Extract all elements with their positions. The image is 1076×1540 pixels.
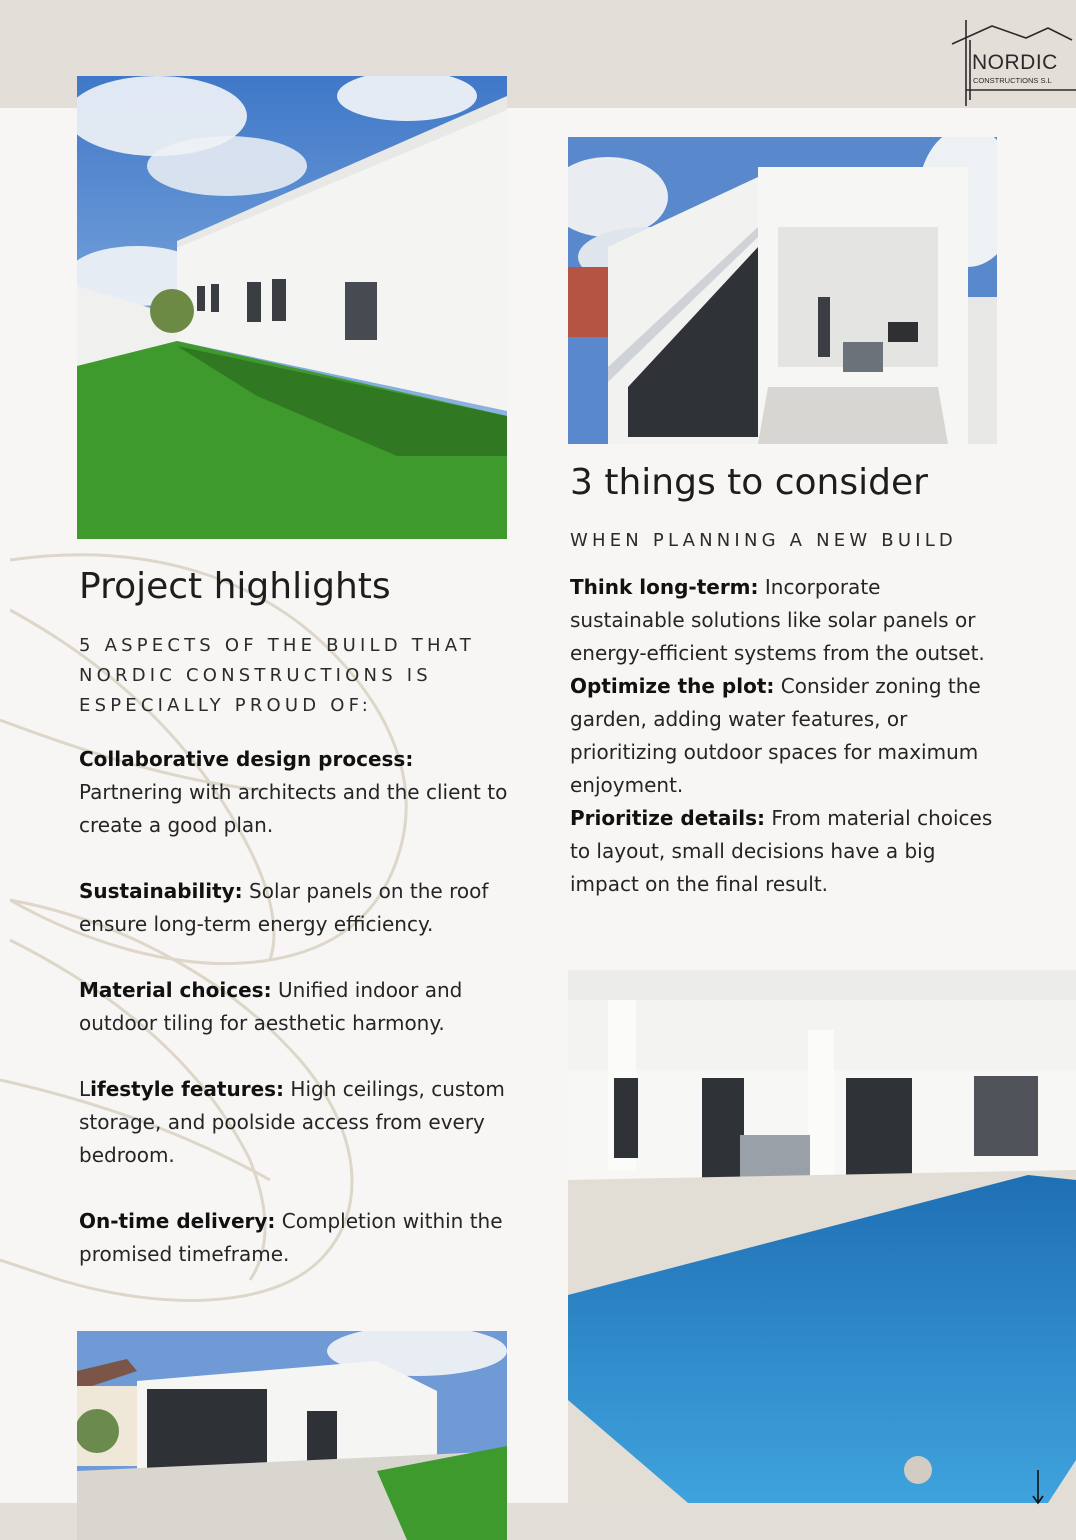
item-lead: Optimize the plot:: [570, 674, 775, 698]
list-item: [570, 571, 1000, 670]
photo-house-side-lawn: [77, 76, 507, 539]
item-text: High ceilings, custom storage, and poolside access from every bedroom.: [79, 1077, 505, 1167]
list-item: [570, 670, 1000, 802]
company-logo[interactable]: [948, 14, 1076, 108]
item-lead: Material choices:: [79, 978, 272, 1002]
item-lead: Prioritize details:: [570, 806, 765, 830]
item-lead: Collaborative design process:: [79, 747, 414, 771]
item-lead: ifestyle features:: [90, 1077, 285, 1101]
highlights-subtitle: 5 ASPECTS OF THE BUILD THAT NORDIC CONSTRUCTIONS IS ESPECIALLY PROUD OF:: [79, 635, 476, 716]
item-text: Unified indoor and outdoor tiling for aesthetic harmony.: [79, 978, 463, 1035]
list-item: [79, 974, 519, 1040]
item-text: Consider zoning the garden, adding water features, or prioritizing outdoor spaces for maximum enjoyment.: [570, 674, 981, 797]
list-item: [79, 875, 519, 941]
photo-pool: [568, 970, 1076, 1503]
item-text: From material choices to layout, small decisions have a big impact on the final result.: [570, 806, 993, 896]
highlights-title: Project highlights: [79, 566, 391, 607]
item-lead: Sustainability:: [79, 879, 243, 903]
list-item: [570, 802, 1000, 901]
item-lead-plain: L: [79, 1077, 91, 1101]
photo-garage-front: [77, 1331, 507, 1540]
logo-tagline: CONSTRUCTIONS S.L: [973, 76, 1052, 85]
arrow-down-icon[interactable]: [1030, 1470, 1046, 1506]
list-item: [79, 743, 519, 842]
item-text: Incorporate sustainable solutions like solar panels or energy-efficient systems from the outset.: [570, 575, 985, 665]
item-lead: On-time delivery:: [79, 1209, 276, 1233]
highlights-list: [79, 743, 519, 1304]
considerations-title: 3 things to consider: [570, 462, 928, 503]
item-lead: Think long-term:: [570, 575, 759, 599]
list-item: [79, 1205, 519, 1271]
considerations-subtitle: WHEN PLANNING A NEW BUILD: [570, 530, 957, 551]
logo-name: NORDIC: [972, 51, 1058, 74]
list-item: [79, 1073, 519, 1172]
considerations-list: [570, 571, 1000, 901]
item-text: Completion within the promised timeframe.: [79, 1209, 503, 1266]
item-text: Solar panels on the roof ensure long-term energy efficiency.: [79, 879, 489, 936]
item-text: Partnering with architects and the client to create a good plan.: [79, 780, 508, 837]
photo-staircase-porch: [568, 137, 997, 444]
